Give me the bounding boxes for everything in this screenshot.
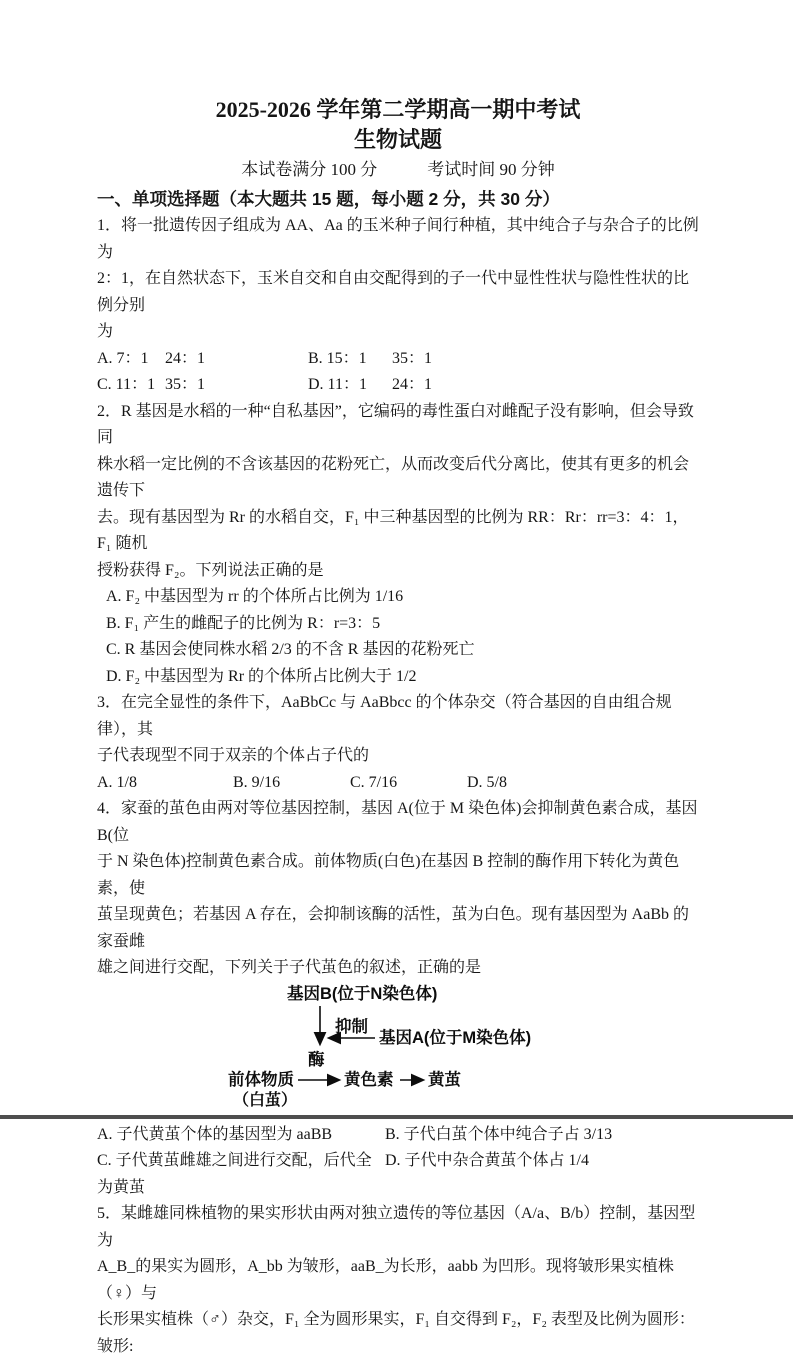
options-row [97,346,699,373]
stem-line: 为 [97,323,114,340]
exam-subject-title: 生物试题 [353,127,442,152]
stem-line: 株水稻一定比例的不含该基因的花粉死亡，从而改变后代分离比，使其有更多的机会遗传下 [97,455,690,499]
options-row [97,1148,699,1201]
stem-line: 去。现有基因型为 Rr 的水稻自交，F₁ 中三种基因型的比例为 RR：Rr：rr=3：4：1，F₁ 随机 [97,508,689,552]
option-d: D. 11：1 [308,376,367,393]
diagram-arrows [97,984,699,1122]
precursor-note: （白茧） [233,1091,298,1109]
options-row [97,1122,699,1149]
exam-title: 2025-2026 学年第二学期高一期中考试 [215,97,581,122]
option-b-ratio2: 35：1 [392,349,433,367]
stem-line: 于 N 染色体)控制黄色素合成。前体物质(白色)在基因 B 控制的酶作用下转化为黄色素，使 [97,853,680,897]
option-d-ratio2: 24：1 [392,376,433,393]
option-c: C. 7/16 [350,773,398,791]
exam-meta [97,157,699,182]
question-2 [97,399,699,691]
option-a: A. F₂ 中基因型为 rr 的个体所占比例为 1/16 [106,588,404,605]
stem-line: 3．在完全显性的条件下，AaBbCc 与 AaBbcc 的个体杂交（符合基因的自由组合规律），其 [97,694,672,738]
option-a: A. 子代黄茧个体的基因型为 aaBB [97,1125,333,1143]
stem-line: 2．R 基因是水稻的一种“自私基因”，它编码的毒性蛋白对雌配子没有影响，但会导致同 [97,402,694,446]
option-b: B. F₁ 产生的雌配子的比例为 R：r=3：5 [106,614,381,632]
options-row [97,372,699,399]
option-b: B. 子代白茧个体中纯合子占 3/13 [385,1125,613,1143]
stem-line: 授粉获得 F₂。下列说法正确的是 [97,561,324,579]
option-c: C. 子代黄茧雌雄之间进行交配，后代全为黄茧 [97,1152,372,1196]
page-bottom-border [0,1115,793,1119]
stem-line: 5．某雌雄同株植物的果实形状由两对独立遗传的等位基因（A/a、B/b）控制，基因型为 [97,1205,696,1249]
exam-time-text: 考试时间 90 分钟 [427,160,555,179]
stem-line: 1．将一批遗传因子组成为 AA、Aa 的玉米种子间行种植，其中纯合子与杂合子的比例为 [97,217,699,261]
section-heading: 一、单项选择题（本大题共 15 题，每小题 2 分，共 30 分） [97,189,560,209]
stem-line: 4．家蚕的茧色由两对等位基因控制，基因 A(位于 M 染色体)会抑制黄色素合成，基因 B(位 [97,800,698,844]
stem-line: A_B_的果实为圆形，A_bb 为皱形，aaB_为长形，aabb 为凹形。现将皱形果实植株（♀）与 [97,1258,674,1302]
stem-line: 雄之间进行交配，下列关于子代茧色的叙述，正确的是 [97,959,482,976]
option-c-ratio2: 35：1 [165,376,206,393]
page-content [97,94,699,1360]
precursor-label: 前体物质 [228,1070,294,1089]
cocoon-pathway-diagram [97,984,699,1122]
gene-a-label: 基因A(位于M染色体) [379,1028,532,1047]
option-c: C. 11：1 [97,376,156,393]
stem-line: 子代表现型不同于双亲的个体占子代的 [97,747,370,764]
question-4 [97,796,699,1201]
option-d: D. 子代中杂合黄茧个体占 1/4 [385,1152,590,1169]
option-c: C. R 基因会使同株水稻 2/3 的不含 R 基因的花粉死亡 [106,641,475,658]
question-1 [97,213,699,399]
question-5 [97,1201,699,1360]
option-b: B. 9/16 [233,773,281,791]
option-a: A. 1/8 [97,773,137,791]
enzyme-label: 酶 [308,1050,325,1069]
option-d: D. 5/8 [467,773,507,791]
inhibit-label: 抑制 [335,1017,368,1036]
options-row [97,770,699,797]
option-a: A. 7：1 [97,349,149,367]
pigment-label: 黄色素 [344,1070,394,1089]
cocoon-label: 黄茧 [428,1070,461,1089]
option-b: B. 15：1 [308,349,367,367]
options-list [97,584,699,690]
option-d: D. F₂ 中基因型为 Rr 的个体所占比例大于 1/2 [106,667,417,685]
stem-line: 茧呈现黄色；若基因 A 存在，会抑制该酶的活性，茧为白色。现有基因型为 AaBb 的家蚕雌 [97,906,690,950]
option-a-ratio2: 24：1 [165,349,206,367]
full-score-text: 本试卷满分 100 分 [241,160,378,179]
question-3 [97,690,699,796]
stem-line: 2：1，在自然状态下，玉米自交和自由交配得到的子一代中显性性状与隐性性状的比例分别 [97,270,690,314]
stem-line: 长形果实植株（♂）杂交，F₁ 全为圆形果实，F₁ 自交得到 F₂，F₂ 表型及比例为圆形：皱形: [97,1311,695,1355]
gene-b-label: 基因B(位于N染色体) [287,984,438,1003]
